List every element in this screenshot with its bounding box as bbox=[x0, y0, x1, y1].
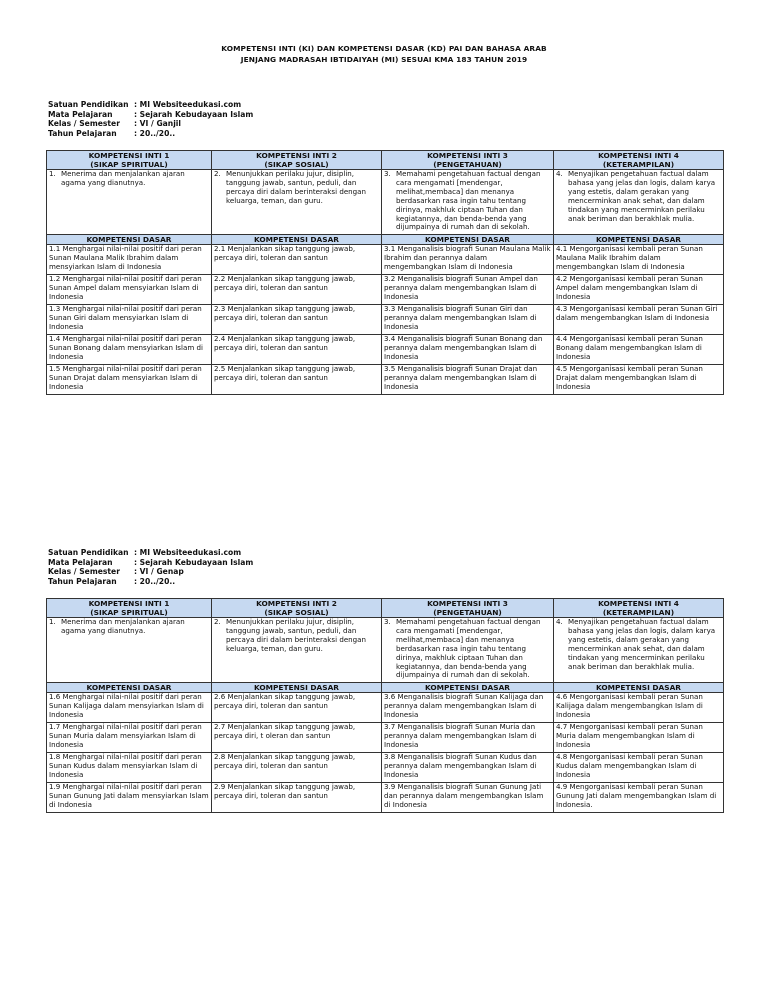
kd-cell: 4.1 Mengorganisasi kembali peran Sunan Maulana Malik Ibrahim dalam mengembangkan Islam di Indonesia bbox=[554, 245, 724, 275]
meta-row bbox=[48, 110, 253, 120]
ki-header-1: KOMPETENSI INTI 1 (SIKAP SPIRITUAL) bbox=[47, 151, 212, 170]
kd-row bbox=[47, 275, 724, 305]
ki-header-2: KOMPETENSI INTI 2 (SIKAP SOSIAL) bbox=[212, 151, 382, 170]
ki-cell-2: 2. Menunjukkan perilaku jujur, disiplin, tanggung jawab, santun, peduli, dan percaya diri dalam berinteraksi dengan keluarga, teman, dan guru. bbox=[212, 170, 382, 235]
meta-block-semester-2 bbox=[48, 548, 253, 586]
ki-header-3: KOMPETENSI INTI 3 (PENGETAHUAN) bbox=[382, 151, 554, 170]
meta-key: Kelas / Semester bbox=[48, 567, 120, 577]
kd-cell: 3.3 Menganalisis biografi Sunan Giri dan perannya dalam mengembangkan Islam di Indonesia bbox=[382, 305, 554, 335]
meta-value: : VI / Genap bbox=[134, 567, 184, 577]
meta-row bbox=[48, 100, 253, 110]
meta-key: Satuan Pendidikan bbox=[48, 100, 129, 109]
kd-cell: 3.5 Menganalisis biografi Sunan Drajat dan perannya dalam mengembangkan Islam di Indonesia bbox=[382, 365, 554, 395]
kd-header: KOMPETENSI DASAR bbox=[554, 235, 724, 245]
kd-row bbox=[47, 245, 724, 275]
kd-header-row bbox=[47, 683, 724, 693]
meta-block-semester-1 bbox=[48, 100, 253, 138]
kd-header: KOMPETENSI DASAR bbox=[212, 683, 382, 693]
ki-cell-3: 3. Memahami pengetahuan factual dengan cara mengamati [mendengar, melihat,membaca] dan menanya berdasarkan rasa ingin tahu tentang dirinya, makhluk ciptaan Tuhan dan kegiatannya, dan benda-benda yang dijumpainya di rumah dan di sekolah. bbox=[382, 170, 554, 235]
kd-cell: 4.2 Mengorganisasi kembali peran Sunan Ampel dalam mengembangkan Islam di Indonesia bbox=[554, 275, 724, 305]
kd-cell: 3.7 Menganalisis biografi Sunan Muria dan perannya dalam mengembangkan Islam di Indonesia bbox=[382, 723, 554, 753]
meta-key: Satuan Pendidikan bbox=[48, 548, 129, 557]
kd-cell: 3.4 Menganalisis biografi Sunan Bonang dan perannya dalam mengembangkan Islam di Indonesia bbox=[382, 335, 554, 365]
meta-key: Tahun Pelajaran bbox=[48, 128, 117, 138]
competency-table-semester-1 bbox=[46, 150, 724, 395]
kd-cell: 1.7 Menghargai nilai-nilai positif dari peran Sunan Muria dalam mensyiarkan Islam di Indonesia bbox=[47, 723, 212, 753]
kd-cell: 1.3 Menghargai nilai-nilai positif dari peran Sunan Giri dalam mensyiarkan Islam di Indonesia bbox=[47, 305, 212, 335]
meta-key: Tahun Pelajaran bbox=[48, 576, 117, 586]
ki-header-1: KOMPETENSI INTI 1 (SIKAP SPIRITUAL) bbox=[47, 599, 212, 618]
ki-header-2: KOMPETENSI INTI 2 (SIKAP SOSIAL) bbox=[212, 599, 382, 618]
kd-cell: 3.8 Menganalisis biografi Sunan Kudus dan perannya dalam mengembangkan Islam di Indonesia bbox=[382, 753, 554, 783]
kd-row bbox=[47, 365, 724, 395]
ki-cell-1: 1. Menerima dan menjalankan ajaran agama yang dianutnya. bbox=[47, 618, 212, 683]
competency-table-semester-2 bbox=[46, 598, 724, 813]
meta-row bbox=[48, 577, 253, 587]
kd-cell: 1.8 Menghargai nilai-nilai positif dari peran Sunan Kudus dalam mensyiarkan Islam di Indonesia bbox=[47, 753, 212, 783]
kd-cell: 2.5 Menjalankan sikap tanggung jawab, percaya diri, toleran dan santun bbox=[212, 365, 382, 395]
kd-cell: 2.8 Menjalankan sikap tanggung jawab, percaya diri, toleran dan santun bbox=[212, 753, 382, 783]
kd-cell: 3.6 Menganalisis biografi Sunan Kalijaga dan perannya dalam mengembangkan Islam di Indonesia bbox=[382, 693, 554, 723]
kd-cell: 1.1 Menghargai nilai-nilai positif dari peran Sunan Maulana Malik Ibrahim dalam mensyiarkan Islam di Indonesia bbox=[47, 245, 212, 275]
meta-row bbox=[48, 129, 253, 139]
kd-row bbox=[47, 335, 724, 365]
document-title bbox=[0, 44, 768, 65]
ki-header-4: KOMPETENSI INTI 4 (KETERAMPILAN) bbox=[554, 151, 724, 170]
ki-cell-4: 4. Menyajikan pengetahuan factual dalam bahasa yang jelas dan logis, dalam karya yang estetis, dalam gerakan yang mencerminkan anak sehat, dan dalam tindakan yang mencerminkan perilaku anak beriman dan berakhlak mulia. bbox=[554, 170, 724, 235]
meta-value: : 20../20.. bbox=[134, 576, 176, 586]
kd-header: KOMPETENSI DASAR bbox=[212, 235, 382, 245]
meta-value: : MI Websiteedukasi.com bbox=[134, 100, 242, 109]
ki-header-row bbox=[47, 151, 724, 170]
kd-row bbox=[47, 783, 724, 813]
meta-key: Mata Pelajaran bbox=[48, 109, 113, 119]
kd-cell: 2.2 Menjalankan sikap tanggung jawab, percaya diri, toleran dan santun bbox=[212, 275, 382, 305]
meta-value: : Sejarah Kebudayaan Islam bbox=[134, 109, 254, 119]
kd-cell: 1.9 Menghargai nilai-nilai positif dari peran Sunan Gunung Jati dalam mensyiarkan Islam di Indonesia bbox=[47, 783, 212, 813]
kd-header-row bbox=[47, 235, 724, 245]
kd-row bbox=[47, 723, 724, 753]
kd-cell: 4.3 Mengorganisasi kembali peran Sunan Giri dalam mengembangkan Islam di Indonesia bbox=[554, 305, 724, 335]
kd-cell: 3.1 Menganalisis biografi Sunan Maulana Malik Ibrahim dan perannya dalam mengembangkan Islam di Indonesia bbox=[382, 245, 554, 275]
kd-header: KOMPETENSI DASAR bbox=[554, 683, 724, 693]
kd-cell: 4.7 Mengorganisasi kembali peran Sunan Muria dalam mengembangkan Islam di Indonesia bbox=[554, 723, 724, 753]
ki-content-row bbox=[47, 618, 724, 683]
ki-header-row bbox=[47, 599, 724, 618]
kd-cell: 4.9 Mengorganisasi kembali peran Sunan Gunung Jati dalam mengembangkan Islam di Indonesia. bbox=[554, 783, 724, 813]
meta-row bbox=[48, 119, 253, 129]
kd-cell: 4.8 Mengorganisasi kembali peran Sunan Kudus dalam mengembangkan Islam di Indonesia bbox=[554, 753, 724, 783]
kd-cell: 2.6 Menjalankan sikap tanggung jawab, percaya diri, toleran dan santun bbox=[212, 693, 382, 723]
kd-cell: 1.5 Menghargai nilai-nilai positif dari peran Sunan Drajat dalam mensyiarkan Islam di Indonesia bbox=[47, 365, 212, 395]
title-line-2: JENJANG MADRASAH IBTIDAIYAH (MI) SESUAI KMA 183 TAHUN 2019 bbox=[240, 54, 528, 64]
kd-row bbox=[47, 305, 724, 335]
meta-value: : Sejarah Kebudayaan Islam bbox=[134, 557, 254, 567]
kd-cell: 3.2 Menganalisis biografi Sunan Ampel dan perannya dalam mengembangkan Islam di Indonesia bbox=[382, 275, 554, 305]
kd-row bbox=[47, 753, 724, 783]
ki-header-3: KOMPETENSI INTI 3 (PENGETAHUAN) bbox=[382, 599, 554, 618]
ki-content-row bbox=[47, 170, 724, 235]
kd-cell: 4.6 Mengorganisasi kembali peran Sunan Kalijaga dalam mengembangkan Islam di Indonesia bbox=[554, 693, 724, 723]
meta-value: : VI / Ganjil bbox=[134, 119, 182, 129]
ki-cell-2: 2. Menunjukkan perilaku jujur, disiplin, tanggung jawab, santun, peduli, dan percaya diri dalam berinteraksi dengan keluarga, teman, dan guru. bbox=[212, 618, 382, 683]
kd-cell: 1.2 Menghargai nilai-nilai positif dari peran Sunan Ampel dalam mensyiarkan Islam di Indonesia bbox=[47, 275, 212, 305]
kd-cell: 3.9 Menganalisis biografi Sunan Gunung Jati dan perannya dalam mengembangkan Islam di Indonesia bbox=[382, 783, 554, 813]
kd-header: KOMPETENSI DASAR bbox=[382, 235, 554, 245]
title-line-1: KOMPETENSI INTI (KI) DAN KOMPETENSI DASAR (KD) PAI DAN BAHASA ARAB bbox=[221, 44, 547, 53]
meta-key: Mata Pelajaran bbox=[48, 557, 113, 567]
meta-row bbox=[48, 558, 253, 568]
kd-row bbox=[47, 693, 724, 723]
meta-value: : 20../20.. bbox=[134, 128, 176, 138]
kd-cell: 2.3 Menjalankan sikap tanggung jawab, percaya diri, toleran dan santun bbox=[212, 305, 382, 335]
meta-row bbox=[48, 548, 253, 558]
kd-header: KOMPETENSI DASAR bbox=[47, 683, 212, 693]
kd-cell: 2.1 Menjalankan sikap tanggung jawab, percaya diri, toleran dan santun bbox=[212, 245, 382, 275]
meta-value: : MI Websiteedukasi.com bbox=[134, 548, 242, 557]
ki-cell-1: 1. Menerima dan menjalankan ajaran agama yang dianutnya. bbox=[47, 170, 212, 235]
kd-cell: 1.4 Menghargai nilai-nilai positif dari peran Sunan Bonang dalam mensyiarkan Islam di Indonesia bbox=[47, 335, 212, 365]
kd-cell: 4.5 Mengorganisasi kembali peran Sunan Drajat dalam mengembangkan Islam di Indonesia bbox=[554, 365, 724, 395]
kd-cell: 2.4 Menjalankan sikap tanggung jawab, percaya diri, toleran dan santun bbox=[212, 335, 382, 365]
kd-header: KOMPETENSI DASAR bbox=[47, 235, 212, 245]
meta-row bbox=[48, 567, 253, 577]
kd-header: KOMPETENSI DASAR bbox=[382, 683, 554, 693]
ki-cell-4: 4. Menyajikan pengetahuan factual dalam bahasa yang jelas dan logis, dalam karya yang estetis, dalam gerakan yang mencerminkan anak sehat, dan dalam tindakan yang mencerminkan perilaku anak beriman dan berakhlak mulia. bbox=[554, 618, 724, 683]
kd-cell: 2.7 Menjalankan sikap tanggung jawab, percaya diri, t oleran dan santun bbox=[212, 723, 382, 753]
meta-key: Kelas / Semester bbox=[48, 119, 120, 129]
kd-cell: 4.4 Mengorganisasi kembali peran Sunan Bonang dalam mengembangkan Islam di Indonesia bbox=[554, 335, 724, 365]
kd-cell: 1.6 Menghargai nilai-nilai positif dari peran Sunan Kalijaga dalam mensyiarkan Islam di Indonesia bbox=[47, 693, 212, 723]
ki-cell-3: 3. Memahami pengetahuan factual dengan cara mengamati [mendengar, melihat,membaca] dan menanya berdasarkan rasa ingin tahu tentang dirinya, makhluk ciptaan Tuhan dan kegiatannya, dan benda-benda yang dijumpainya di rumah dan di sekolah. bbox=[382, 618, 554, 683]
ki-header-4: KOMPETENSI INTI 4 (KETERAMPILAN) bbox=[554, 599, 724, 618]
kd-cell: 2.9 Menjalankan sikap tanggung jawab, percaya diri, toleran dan santun bbox=[212, 783, 382, 813]
